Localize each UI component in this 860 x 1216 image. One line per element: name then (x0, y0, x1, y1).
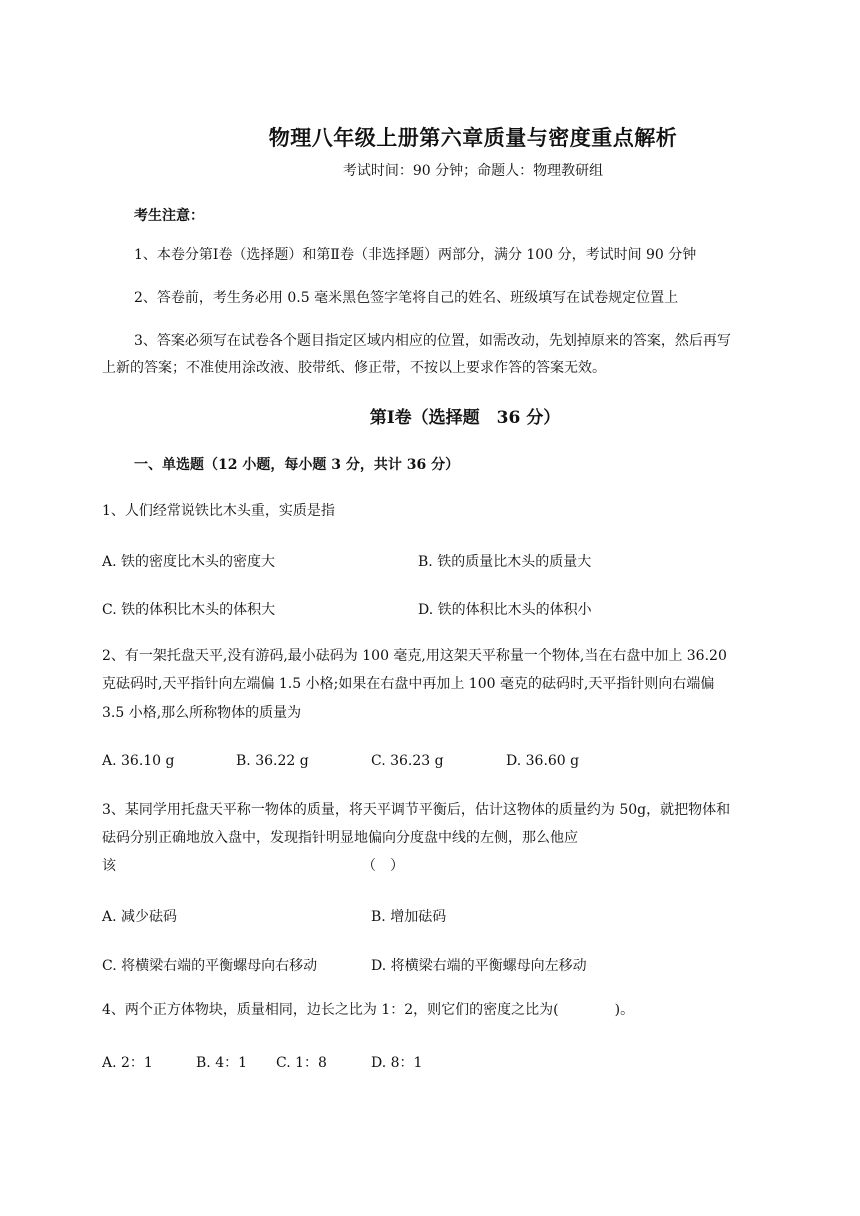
exam-info: 考试时间：90 分钟；命题人：物理教研组 (342, 163, 604, 179)
notice-item-1: 1、本卷分第Ⅰ卷（选择题）和第Ⅱ卷（非选择题）两部分，满分 100 分，考试时间 90 分钟 (134, 247, 697, 263)
question-2-stem-line-3: 3.5 小格,那么所称物体的质量为 (102, 705, 302, 721)
notice-item-3-cont: 上新的答案；不准使用涂改液、胶带纸、修正带，不按以上要求作答的答案无效。 (102, 360, 606, 376)
question-1-option-c: C. 铁的体积比木头的体积大 (102, 602, 276, 618)
question-3-option-c: C. 将横梁右端的平衡螺母向右移动 (102, 958, 318, 974)
question-4-option-d: D. 8：1 (371, 1055, 423, 1071)
question-3-option-b: B. 增加砝码 (371, 909, 447, 925)
question-2-stem-line-2: 克砝码时,天平指针向左端偏 1.5 小格;如果在右盘中再加上 100 毫克的砝码时,天平指针则向右端偏 (102, 676, 715, 692)
question-4-stem: 4、两个正方体物块，质量相同，边长之比为 1：2，则它们的密度之比为( )。 (102, 1002, 635, 1018)
question-3-option-d: D. 将横梁右端的平衡螺母向左移动 (371, 958, 587, 974)
question-3-stem-line-1: 3、某同学用托盘天平称一物体的质量，将天平调节平衡后，估计这物体的质量约为 50g，就把物体和 (102, 802, 731, 818)
question-4-option-b: B. 4：1 (196, 1055, 248, 1071)
question-1-option-d: D. 铁的体积比木头的体积小 (418, 602, 592, 618)
question-4-option-a: A. 2：1 (102, 1055, 153, 1071)
question-4-option-c: C. 1：8 (276, 1055, 327, 1071)
question-3-option-a: A. 减少砝码 (102, 909, 178, 925)
notice-item-3: 3、答案必须写在试卷各个题目指定区域内相应的位置，如需改动，先划掉原来的答案，然后再写 (134, 333, 731, 349)
question-2-option-b: B. 36.22 g (236, 753, 309, 769)
question-2-option-d: D. 36.60 g (506, 753, 580, 769)
notice-heading: 考生注意： (134, 208, 204, 224)
question-1-option-a: A. 铁的密度比木头的密度大 (102, 554, 276, 570)
section-title: 第Ⅰ卷（选择题 36 分） (369, 408, 561, 428)
section-subtitle: 一、单选题（12 小题，每小题 3 分，共计 36 分） (134, 457, 460, 473)
question-1-option-b: B. 铁的质量比木头的质量大 (418, 554, 592, 570)
question-2-option-a: A. 36.10 g (102, 753, 175, 769)
question-1-stem: 1、人们经常说铁比木头重，实质是指 (102, 503, 335, 519)
question-2-option-c: C. 36.23 g (371, 753, 444, 769)
question-3-answer-blank: （ ） (362, 858, 404, 874)
question-3-stem-line-3: 该 (102, 858, 116, 874)
notice-item-2: 2、答卷前，考生务必用 0.5 毫米黑色签字笔将自己的姓名、班级填写在试卷规定位置上 (134, 290, 679, 306)
question-3-stem-line-2: 砝码分别正确地放入盘中，发现指针明显地偏向分度盘中线的左侧，那么他应 (102, 830, 578, 846)
document-title: 物理八年级上册第六章质量与密度重点解析 (268, 125, 678, 150)
question-2-stem-line-1: 2、有一架托盘天平,没有游码,最小砝码为 100 毫克,用这架天平称量一个物体,当在右盘中加上 36.20 (102, 648, 727, 664)
